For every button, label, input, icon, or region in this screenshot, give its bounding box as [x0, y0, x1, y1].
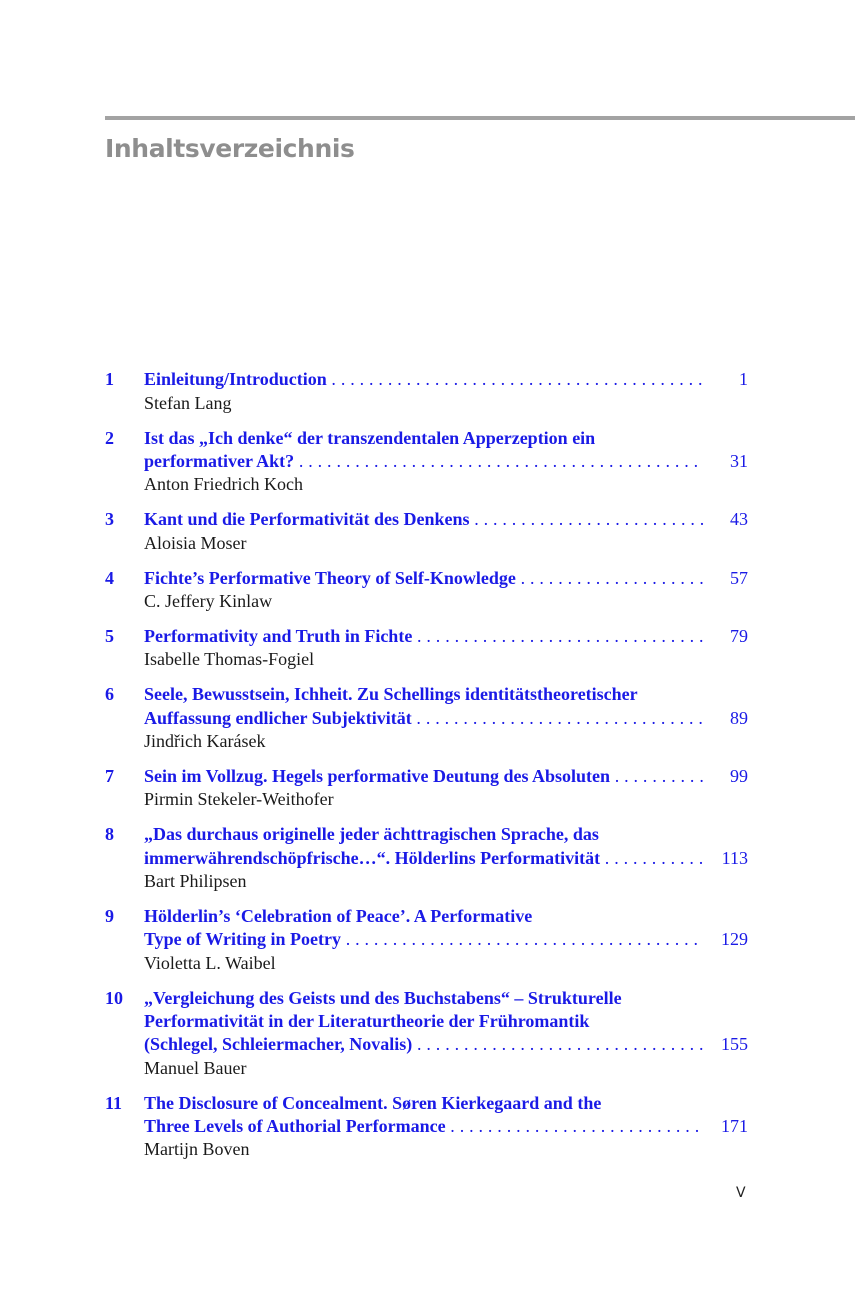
page-number[interactable]: 31: [730, 451, 748, 471]
chapter-author: Martijn Boven: [144, 1139, 250, 1159]
chapter-title-line[interactable]: (Schlegel, Schleiermacher, Novalis) . . .: [144, 1033, 704, 1056]
page-number[interactable]: 89: [730, 708, 748, 728]
chapter-title-line[interactable]: Hölderlin’s ‘Celebration of Peace’. A Performative: [144, 906, 533, 926]
chapter-author: C. Jeffery Kinlaw: [144, 591, 273, 611]
page-number[interactable]: 79: [730, 626, 748, 646]
chapter-title-line[interactable]: immerwährendschöpfrische…“. Hölderlins Performativität . . .: [144, 847, 704, 870]
page-number[interactable]: 129: [721, 929, 748, 949]
chapter-title-line[interactable]: Ist das „Ich denke“ der transzendentalen Apperzeption ein: [144, 428, 596, 448]
page-number[interactable]: 171: [721, 1116, 748, 1136]
chapter-number: 7: [105, 766, 114, 786]
page-number[interactable]: 99: [730, 766, 748, 786]
chapter-number: 11: [105, 1093, 123, 1113]
chapter-title-line[interactable]: Fichte’s Performative Theory of Self-Knowledge . . .: [144, 567, 704, 590]
chapter-title-line[interactable]: Einleitung/Introduction . . .: [144, 368, 704, 391]
chapter-author: Pirmin Stekeler-Weithofer: [144, 789, 334, 809]
chapter-number: 1: [105, 369, 114, 389]
chapter-author: Aloisia Moser: [144, 533, 247, 553]
chapter-author: Manuel Bauer: [144, 1058, 247, 1078]
chapter-title-line[interactable]: Performativity and Truth in Fichte . . .: [144, 625, 704, 648]
chapter-number: 4: [105, 568, 114, 588]
chapter-title-line[interactable]: Sein im Vollzug. Hegels performative Deutung des Absoluten . . .: [144, 765, 704, 788]
page-number[interactable]: 57: [730, 568, 748, 588]
chapter-title-line[interactable]: Auffassung endlicher Subjektivität . . .: [144, 707, 704, 730]
chapter-author: Jindřich Karásek: [144, 731, 266, 751]
chapter-number: 2: [105, 428, 114, 448]
chapter-author: Anton Friedrich Koch: [144, 474, 303, 494]
chapter-number: 9: [105, 906, 114, 926]
chapter-author: Stefan Lang: [144, 393, 232, 413]
chapter-title-line[interactable]: performativer Akt? . . .: [144, 450, 704, 473]
chapter-title-line[interactable]: Kant und die Performativität des Denkens . . .: [144, 508, 704, 531]
chapter-number: 3: [105, 509, 114, 529]
page-title: Inhaltsverzeichnis: [105, 134, 355, 163]
chapter-title-line[interactable]: The Disclosure of Concealment. Søren Kierkegaard and the: [144, 1093, 602, 1113]
chapter-title-line[interactable]: Type of Writing in Poetry . . .: [144, 928, 704, 951]
page-number[interactable]: 1: [739, 369, 748, 389]
chapter-author: Isabelle Thomas-Fogiel: [144, 649, 315, 669]
chapter-title-line[interactable]: Performativität in der Literaturtheorie der Frühromantik: [144, 1011, 590, 1031]
page-number[interactable]: 155: [721, 1034, 748, 1054]
chapter-number: 8: [105, 824, 114, 844]
chapter-title-line[interactable]: Three Levels of Authorial Performance . . .: [144, 1115, 704, 1138]
page-number[interactable]: 113: [721, 848, 748, 868]
chapter-number: 10: [105, 988, 123, 1008]
page-folio: V: [736, 1185, 746, 1201]
chapter-title-line[interactable]: Seele, Bewusstsein, Ichheit. Zu Schellings identitätstheoretischer: [144, 684, 638, 704]
chapter-number: 6: [105, 684, 114, 704]
chapter-author: Violetta L. Waibel: [144, 953, 276, 973]
chapter-title-line[interactable]: „Vergleichung des Geists und des Buchstabens“ – Strukturelle: [144, 988, 622, 1008]
chapter-number: 5: [105, 626, 114, 646]
page-number[interactable]: 43: [730, 509, 748, 529]
chapter-author: Bart Philipsen: [144, 871, 247, 891]
chapter-title-line[interactable]: „Das durchaus originelle jeder ächttragischen Sprache, das: [144, 824, 599, 844]
